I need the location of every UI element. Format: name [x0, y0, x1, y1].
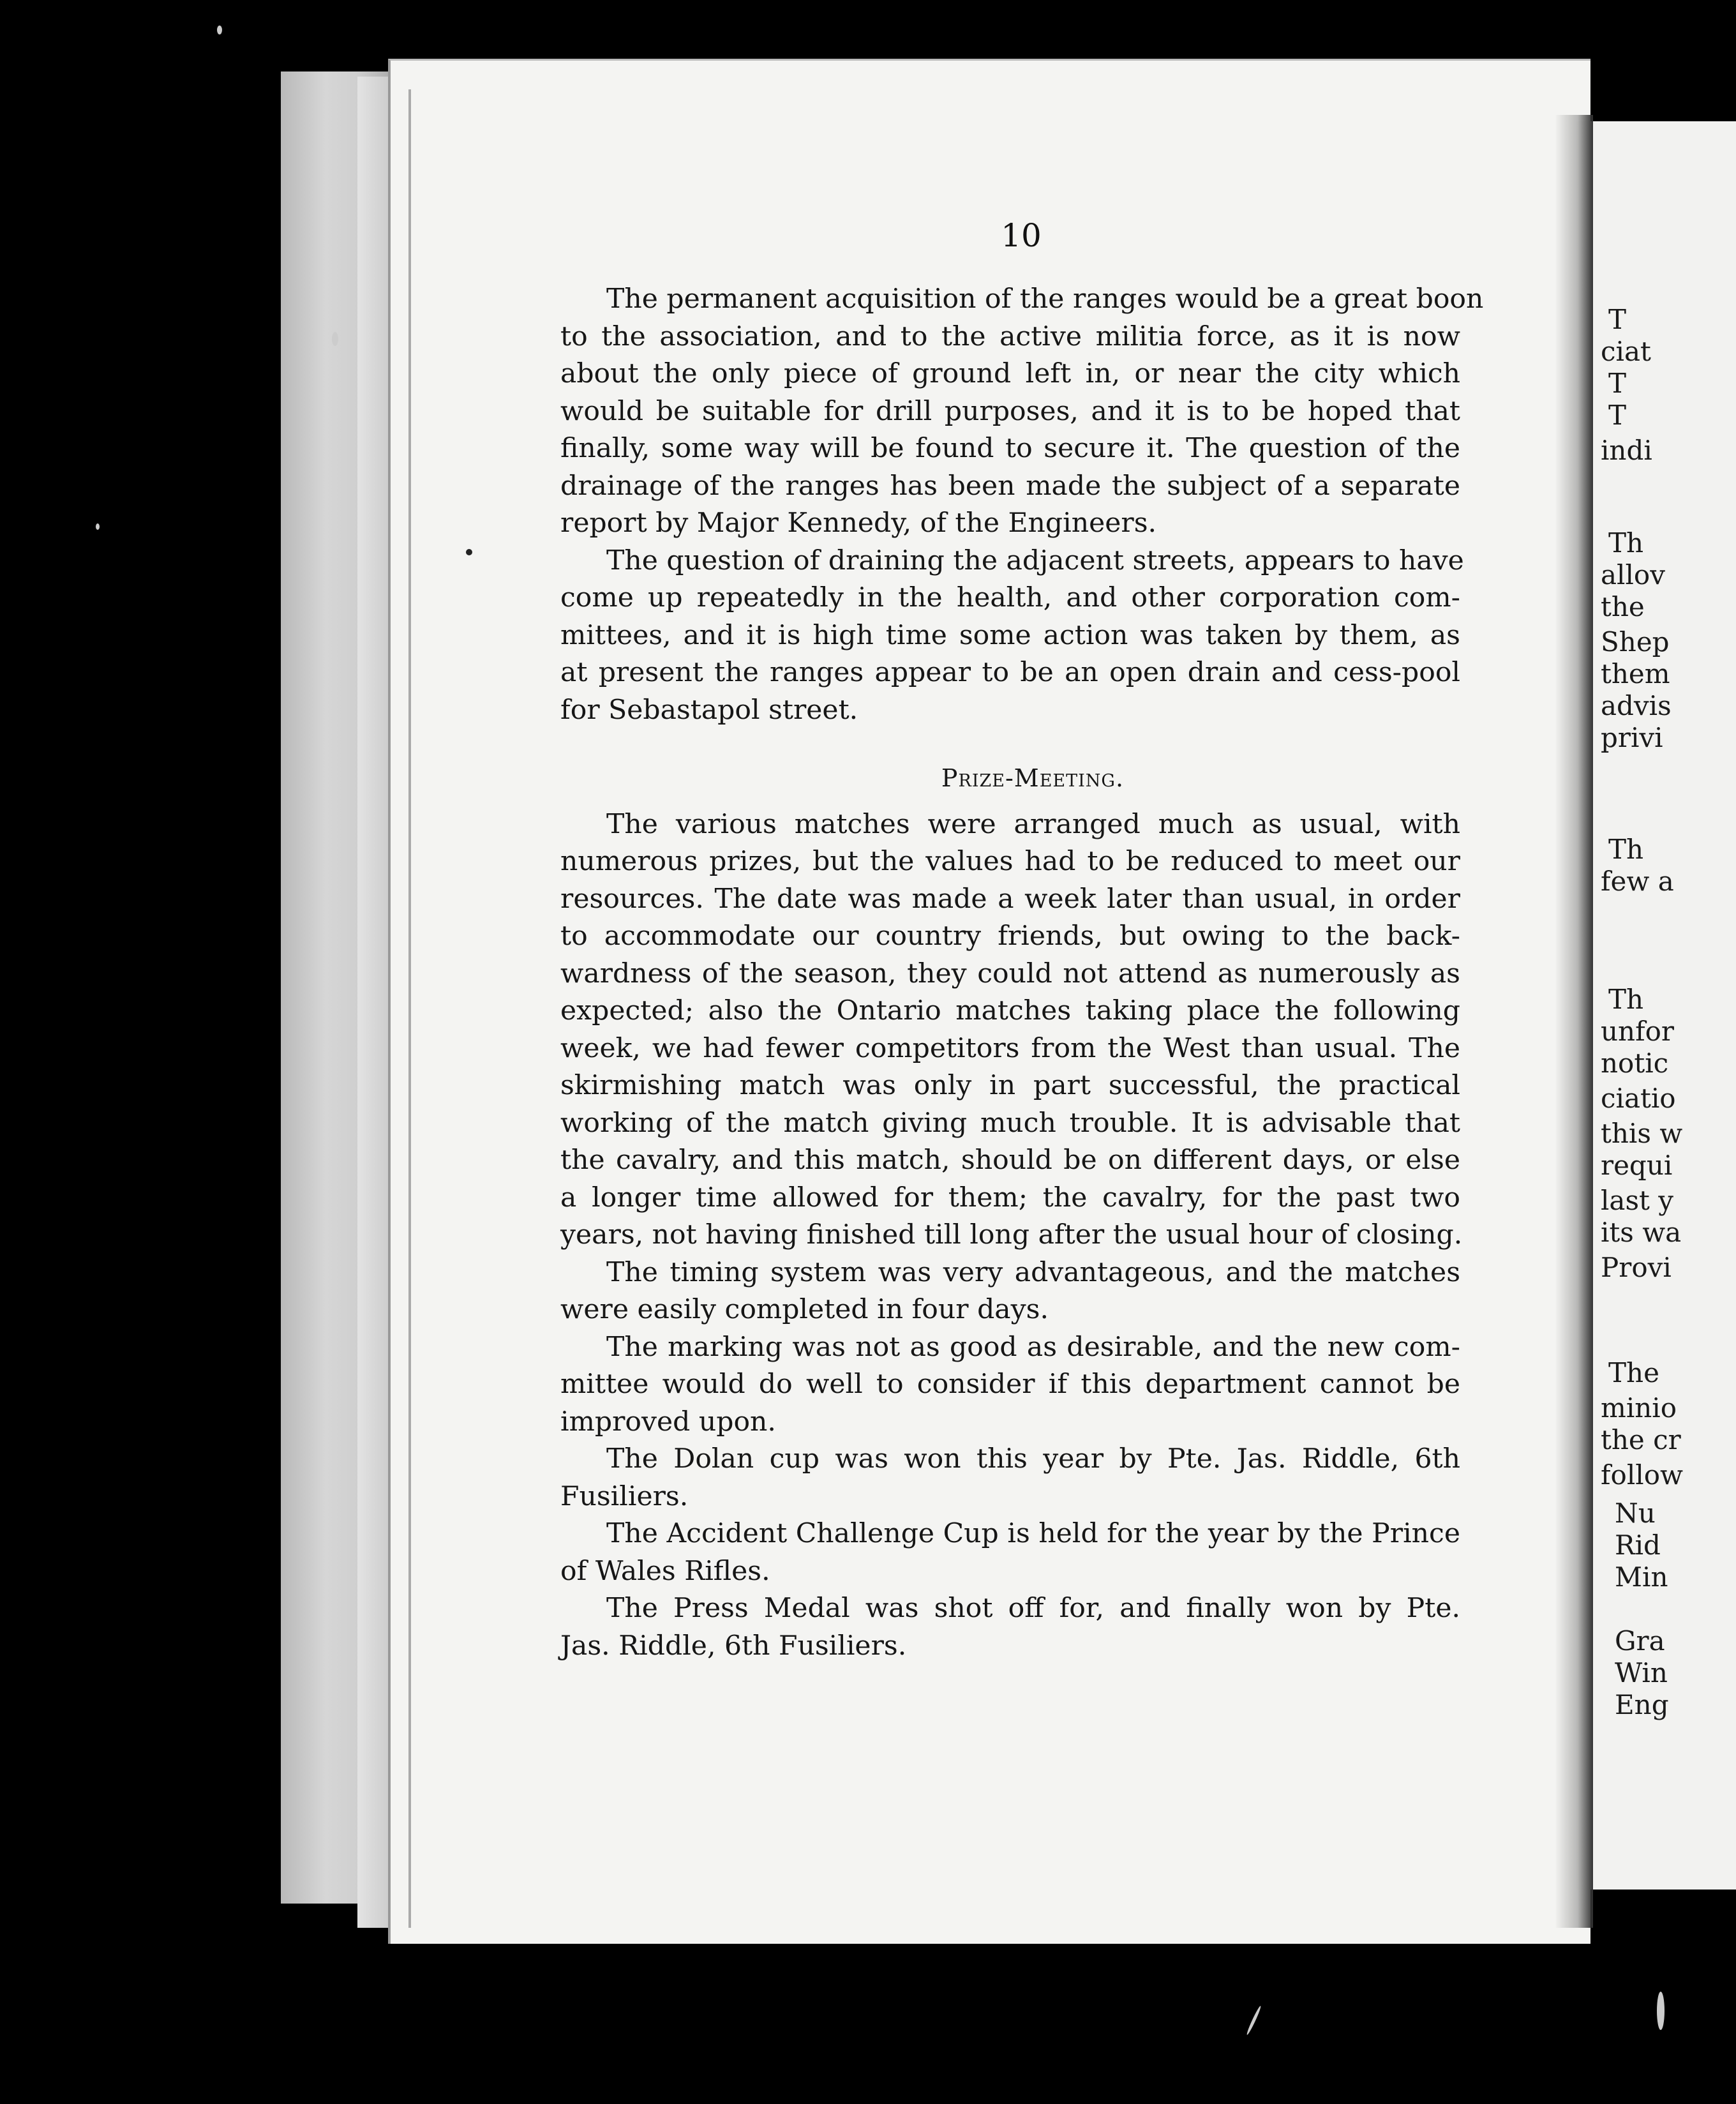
text-line: mittees, and it is high time some action was taken by them, as — [560, 619, 1460, 651]
opposite-page-fragment: few a — [1601, 866, 1674, 897]
text-line: come up repeatedly in the health, and other corporation com- — [560, 582, 1460, 613]
opposite-page-fragment: T — [1608, 400, 1627, 431]
text-line: The Accident Challenge Cup is held for the year by the Prince — [606, 1518, 1460, 1549]
page-border-line — [408, 89, 411, 1928]
scan-speck — [1657, 1992, 1665, 2030]
text-line: of Wales Rifles. — [560, 1555, 770, 1587]
opposite-page-fragment: Shep — [1601, 626, 1670, 658]
opposite-page-fragment: privi — [1601, 722, 1663, 753]
opposite-page-fragment: Provi — [1601, 1252, 1672, 1283]
opposite-page-fragment: notic — [1601, 1048, 1669, 1079]
opposite-page-fragment: unfor — [1601, 1016, 1675, 1047]
text-line: expected; also the Ontario matches taking place the following — [560, 995, 1460, 1026]
opposite-page-fragment: advis — [1601, 690, 1672, 721]
text-line: would be suitable for drill purposes, and it is to be hoped that — [560, 395, 1460, 427]
opposite-page-fragment: Nu — [1615, 1498, 1656, 1529]
scan-speck — [1246, 2005, 1262, 2035]
text-line: wardness of the season, they could not attend as numerously as — [560, 958, 1460, 989]
text-line: The question of draining the adjacent streets, appears to have — [606, 545, 1464, 576]
scan-speck — [217, 26, 222, 34]
opposite-page-fragment: Gra — [1615, 1625, 1665, 1657]
text-line: years, not having finished till long after the usual hour of closing. — [560, 1219, 1463, 1251]
text-line: skirmishing match was only in part successful, the practical — [560, 1070, 1460, 1101]
opposite-page-fragment: this w — [1601, 1118, 1683, 1149]
page-number: 10 — [1001, 217, 1042, 254]
opposite-page-fragment: T — [1608, 368, 1627, 399]
text-line: week, we had fewer competitors from the West than usual. The — [560, 1032, 1460, 1064]
scan-speck — [332, 332, 338, 346]
opposite-page-fragment: Th — [1608, 834, 1644, 865]
paragraph — [560, 806, 1463, 1254]
page-body — [560, 281, 1484, 1665]
text-line: The permanent acquisition of the ranges would be a great boon — [606, 283, 1484, 315]
text-line: about the only piece of ground left in, or near the city which — [560, 358, 1460, 389]
section-heading: Prize-Meeting. — [941, 764, 1125, 792]
text-line: Jas. Riddle, 6th Fusiliers. — [560, 1630, 907, 1662]
opposite-page-fragment: Eng — [1615, 1689, 1669, 1720]
opposite-page-fragment: the cr — [1601, 1424, 1681, 1455]
text-line: The Press Medal was shot off for, and finally won by Pte. — [606, 1593, 1460, 1624]
paragraph — [560, 1441, 1460, 1515]
text-line: for Sebastapol street. — [560, 694, 858, 726]
paragraph — [560, 543, 1464, 730]
text-line: resources. The date was made a week later than usual, in order — [560, 883, 1460, 915]
opposite-page-fragment: ciatio — [1601, 1083, 1676, 1114]
opposite-page-fragment: follow — [1601, 1459, 1683, 1491]
scan-speck — [466, 549, 472, 555]
text-line: improved upon. — [560, 1406, 776, 1438]
opposite-page-fragment: Th — [1608, 984, 1644, 1015]
opposite-page-fragment: Min — [1615, 1561, 1668, 1593]
opposite-page-fragment: the — [1601, 591, 1645, 622]
opposite-page — [1576, 121, 1736, 1890]
text-line: finally, some way will be found to secure it. The question of the — [560, 433, 1460, 464]
opposite-page-fragment: last y — [1601, 1185, 1673, 1216]
text-line: mittee would do well to consider if this department cannot be — [560, 1369, 1460, 1400]
opposite-page-fragment: allov — [1601, 559, 1665, 590]
opposite-page-fragment: its wa — [1601, 1217, 1682, 1248]
text-line: drainage of the ranges has been made the subject of a separate — [560, 470, 1460, 502]
text-line: The various matches were arranged much as usual, with — [606, 808, 1460, 840]
paragraph — [560, 1254, 1460, 1329]
text-line: to the association, and to the active militia force, as it is now — [560, 320, 1460, 352]
opposite-page-fragment: them — [1601, 658, 1670, 689]
paragraph — [560, 281, 1484, 543]
text-line: report by Major Kennedy, of the Engineers. — [560, 507, 1157, 539]
opposite-page-fragment: Win — [1615, 1657, 1668, 1688]
opposite-page-fragment: T — [1608, 304, 1627, 335]
opposite-page-fragment: minio — [1601, 1392, 1677, 1424]
paragraph — [560, 1515, 1460, 1590]
text-line: were easily completed in four days. — [560, 1294, 1049, 1325]
paragraph — [560, 1590, 1460, 1665]
opposite-page-fragment: Th — [1608, 527, 1644, 559]
text-line: the cavalry, and this match, should be on different days, or else — [560, 1145, 1460, 1176]
opposite-page-fragment: Rid — [1615, 1529, 1661, 1561]
text-line: Fusiliers. — [560, 1480, 689, 1512]
book-gutter-shadow — [1555, 115, 1593, 1928]
opposite-page-fragment: indi — [1601, 435, 1652, 466]
text-line: The marking was not as good as desirable, and the new com- — [606, 1331, 1460, 1363]
text-line: a longer time allowed for them; the cavalry, for the past two — [560, 1182, 1460, 1214]
text-line: working of the match giving much trouble. It is advisable that — [560, 1107, 1460, 1139]
opposite-page-fragment: The — [1608, 1357, 1659, 1388]
text-line: to accommodate our country friends, but owing to the back- — [560, 921, 1460, 952]
scan-speck — [96, 523, 100, 530]
text-line: at present the ranges appear to be an open drain and cess-pool — [560, 657, 1460, 688]
opposite-page-fragment: ciat — [1601, 336, 1651, 367]
text-line: numerous prizes, but the values had to be reduced to meet our — [560, 846, 1460, 877]
text-line: The timing system was very advantageous, and the matches — [606, 1256, 1460, 1288]
text-line: The Dolan cup was won this year by Pte. Jas. Riddle, 6th — [606, 1443, 1460, 1475]
opposite-page-fragment: requi — [1601, 1150, 1673, 1181]
paragraph — [560, 1329, 1460, 1441]
